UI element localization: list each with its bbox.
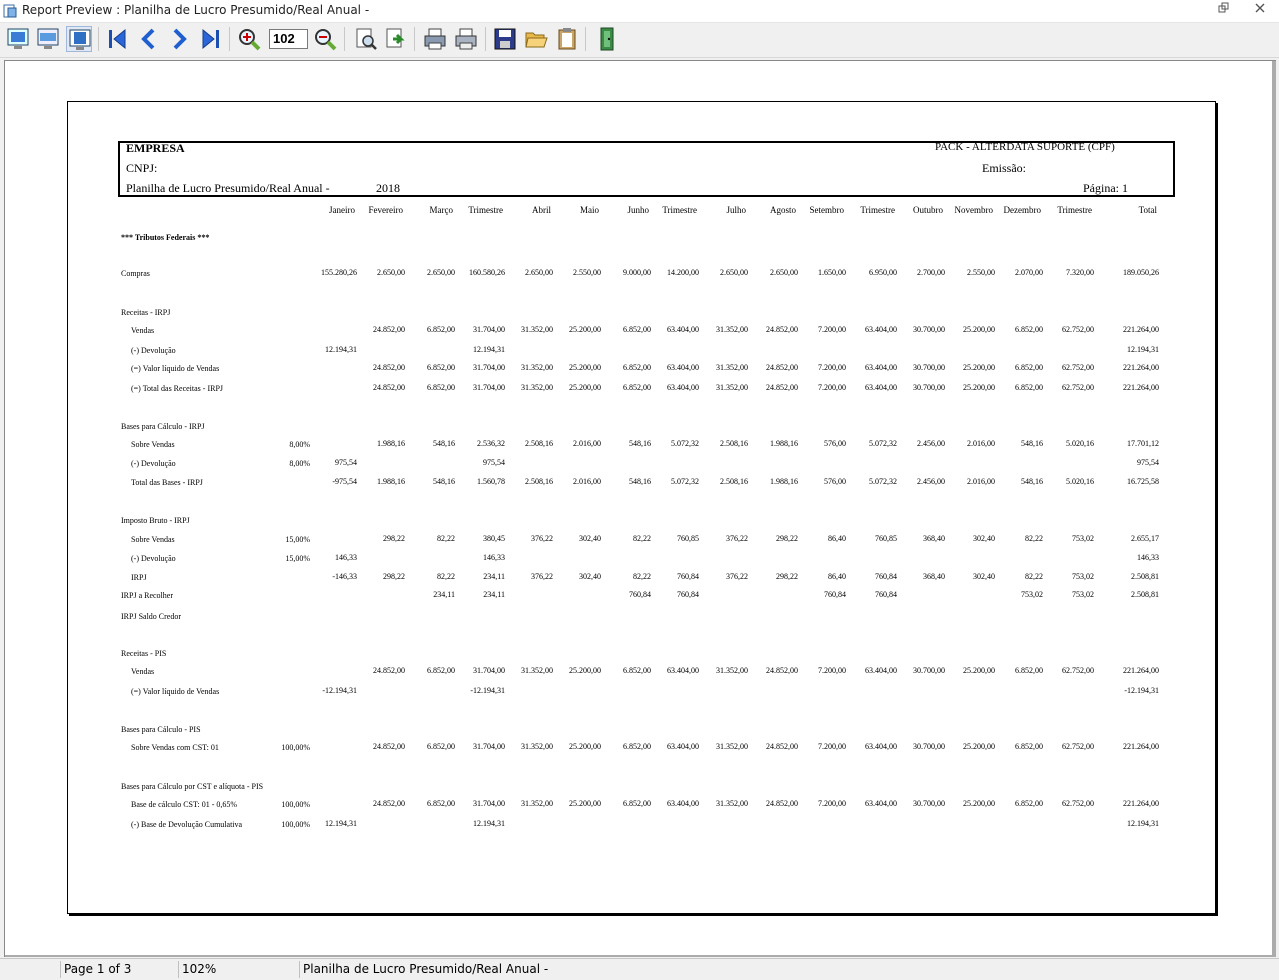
row-label: Total das Bases - IRPJ bbox=[131, 478, 203, 487]
table-cell: 25.200,00 bbox=[963, 799, 995, 808]
table-cell: 12.194,31 bbox=[325, 819, 357, 828]
column-header: Agosto bbox=[769, 205, 796, 215]
table-cell: 189.050,26 bbox=[1123, 268, 1159, 277]
table-cell: 25.200,00 bbox=[963, 383, 995, 392]
table-cell: 221.264,00 bbox=[1123, 666, 1159, 675]
table-cell: 82,22 bbox=[437, 534, 455, 543]
table-cell: 760,84 bbox=[875, 572, 897, 581]
row-rate: 100,00% bbox=[281, 800, 310, 809]
table-cell: 146,33 bbox=[483, 553, 505, 562]
app-icon bbox=[2, 3, 18, 19]
table-cell: 146,33 bbox=[1137, 553, 1159, 562]
table-cell: 24.852,00 bbox=[373, 383, 405, 392]
column-header: Outubro bbox=[913, 205, 943, 215]
table-cell: 2.508,16 bbox=[525, 477, 553, 486]
table-cell: 1.650,00 bbox=[818, 268, 846, 277]
table-cell: 63.404,00 bbox=[667, 799, 699, 808]
open-folder-icon[interactable] bbox=[523, 26, 549, 52]
clipboard-icon[interactable] bbox=[554, 26, 580, 52]
column-header: Dezembro bbox=[1003, 205, 1041, 215]
table-cell: 298,22 bbox=[776, 534, 798, 543]
table-cell: 24.852,00 bbox=[373, 742, 405, 751]
table-cell: 63.404,00 bbox=[667, 363, 699, 372]
table-cell: 760,84 bbox=[677, 590, 699, 599]
table-cell: 548,16 bbox=[1021, 439, 1043, 448]
table-cell: 2.655,17 bbox=[1131, 534, 1159, 543]
row-label: IRPJ a Recolher bbox=[121, 591, 173, 600]
previous-page-icon[interactable] bbox=[136, 26, 162, 52]
row-label: Vendas bbox=[131, 326, 155, 335]
table-cell: -146,33 bbox=[332, 572, 357, 581]
table-cell: 62.752,00 bbox=[1062, 363, 1094, 372]
table-cell: 31.704,00 bbox=[473, 325, 505, 334]
table-cell: 62.752,00 bbox=[1062, 325, 1094, 334]
table-cell: 2.650,00 bbox=[720, 268, 748, 277]
table-cell: 298,22 bbox=[776, 572, 798, 581]
table-cell: 6.852,00 bbox=[1015, 325, 1043, 334]
column-header: Total bbox=[1138, 205, 1157, 215]
table-cell: 63.404,00 bbox=[865, 742, 897, 751]
table-cell: 221.264,00 bbox=[1123, 742, 1159, 751]
table-cell: 24.852,00 bbox=[373, 666, 405, 675]
table-cell: 9.000,00 bbox=[623, 268, 651, 277]
table-cell: 31.352,00 bbox=[521, 799, 553, 808]
window-title: Report Preview : Planilha de Lucro Presumido/Real Anual - bbox=[22, 3, 370, 17]
table-cell: 302,40 bbox=[973, 572, 995, 581]
table-cell: 24.852,00 bbox=[766, 383, 798, 392]
table-cell: 6.852,00 bbox=[623, 799, 651, 808]
table-cell: 548,16 bbox=[1021, 477, 1043, 486]
table-cell: 63.404,00 bbox=[667, 325, 699, 334]
table-cell: 221.264,00 bbox=[1123, 325, 1159, 334]
table-cell: 63.404,00 bbox=[667, 666, 699, 675]
table-cell: 298,22 bbox=[383, 534, 405, 543]
table-cell: 2.700,00 bbox=[917, 268, 945, 277]
table-cell: 548,16 bbox=[433, 439, 455, 448]
table-cell: 1.988,16 bbox=[377, 477, 405, 486]
table-cell: 576,00 bbox=[824, 477, 846, 486]
table-cell: 31.352,00 bbox=[521, 666, 553, 675]
table-cell: 6.852,00 bbox=[1015, 799, 1043, 808]
table-cell: 86,40 bbox=[828, 534, 846, 543]
table-cell: 368,40 bbox=[923, 572, 945, 581]
row-label: Sobre Vendas com CST: 01 bbox=[131, 743, 219, 752]
table-cell: 25.200,00 bbox=[963, 363, 995, 372]
table-cell: 31.704,00 bbox=[473, 363, 505, 372]
table-cell: 2.650,00 bbox=[525, 268, 553, 277]
column-header: Setembro bbox=[809, 205, 844, 215]
report-page bbox=[67, 101, 1216, 914]
table-cell: 24.852,00 bbox=[766, 799, 798, 808]
table-cell: 82,22 bbox=[1025, 534, 1043, 543]
column-header: Março bbox=[429, 205, 453, 215]
table-cell: 302,40 bbox=[579, 572, 601, 581]
row-label: Receitas - PIS bbox=[121, 649, 167, 658]
table-cell: 7.200,00 bbox=[818, 799, 846, 808]
exit-icon[interactable] bbox=[594, 26, 620, 52]
table-cell: 62.752,00 bbox=[1062, 383, 1094, 392]
table-cell: 30.700,00 bbox=[913, 363, 945, 372]
table-cell: 368,40 bbox=[923, 534, 945, 543]
table-cell: 760,84 bbox=[824, 590, 846, 599]
row-label: IRPJ Saldo Credor bbox=[121, 612, 181, 621]
print-setup-icon[interactable] bbox=[453, 26, 479, 52]
table-cell: 17.701,12 bbox=[1127, 439, 1159, 448]
table-cell: 30.700,00 bbox=[913, 383, 945, 392]
print-icon[interactable] bbox=[422, 26, 448, 52]
table-cell: 2.550,00 bbox=[967, 268, 995, 277]
table-cell: 5.020,16 bbox=[1066, 439, 1094, 448]
report-year: 2018 bbox=[376, 181, 400, 195]
table-cell: 2.508,81 bbox=[1131, 572, 1159, 581]
table-cell: 62.752,00 bbox=[1062, 742, 1094, 751]
table-cell: 576,00 bbox=[824, 439, 846, 448]
table-cell: 2.456,00 bbox=[917, 439, 945, 448]
table-cell: 2.016,00 bbox=[573, 477, 601, 486]
table-cell: 82,22 bbox=[437, 572, 455, 581]
table-cell: 2.016,00 bbox=[967, 439, 995, 448]
table-cell: 376,22 bbox=[726, 534, 748, 543]
zoom-in-icon[interactable] bbox=[236, 26, 262, 52]
table-cell: 63.404,00 bbox=[865, 383, 897, 392]
column-header: Novembro bbox=[954, 205, 993, 215]
table-cell: 31.352,00 bbox=[716, 742, 748, 751]
table-cell: 155.280,26 bbox=[321, 268, 357, 277]
table-cell: 25.200,00 bbox=[569, 666, 601, 675]
zoom-out-icon[interactable] bbox=[312, 26, 338, 52]
first-page-icon[interactable] bbox=[105, 26, 131, 52]
table-cell: 760,84 bbox=[677, 572, 699, 581]
table-cell: 31.352,00 bbox=[521, 742, 553, 751]
row-label: (=) Valor líquido de Vendas bbox=[131, 687, 220, 696]
table-cell: 30.700,00 bbox=[913, 325, 945, 334]
row-label: (=) Valor líquido de Vendas bbox=[131, 364, 220, 373]
row-label: *** Tributos Federais *** bbox=[121, 233, 210, 242]
table-cell: 30.700,00 bbox=[913, 666, 945, 675]
table-cell: 753,02 bbox=[1072, 572, 1094, 581]
table-cell: 24.852,00 bbox=[766, 742, 798, 751]
table-cell: 376,22 bbox=[531, 572, 553, 581]
table-cell: 298,22 bbox=[383, 572, 405, 581]
table-cell: 760,85 bbox=[875, 534, 897, 543]
table-cell: 1.560,78 bbox=[477, 477, 505, 486]
find-next-icon[interactable] bbox=[383, 26, 409, 52]
table-cell: 376,22 bbox=[531, 534, 553, 543]
table-cell: 86,40 bbox=[828, 572, 846, 581]
report-title: Planilha de Lucro Presumido/Real Anual - bbox=[126, 181, 330, 195]
table-cell: 7.200,00 bbox=[818, 363, 846, 372]
table-cell: 2.650,00 bbox=[427, 268, 455, 277]
page-indicator: Page 1 of 3 bbox=[60, 961, 177, 978]
table-cell: -12.194,31 bbox=[470, 686, 505, 695]
row-rate: 100,00% bbox=[281, 820, 310, 829]
table-cell: 6.852,00 bbox=[1015, 742, 1043, 751]
table-cell: 2.508,16 bbox=[525, 439, 553, 448]
table-cell: 975,54 bbox=[335, 458, 357, 467]
row-rate: 15,00% bbox=[285, 554, 310, 563]
table-cell: 234,11 bbox=[483, 590, 505, 599]
table-cell: 12.194,31 bbox=[1127, 819, 1159, 828]
row-label: Bases para Cálculo - IRPJ bbox=[121, 422, 205, 431]
table-cell: 760,85 bbox=[677, 534, 699, 543]
table-cell: 753,02 bbox=[1021, 590, 1043, 599]
table-cell: 221.264,00 bbox=[1123, 383, 1159, 392]
table-cell: 548,16 bbox=[433, 477, 455, 486]
zoom-input[interactable]: 102 bbox=[269, 29, 308, 49]
row-label: Sobre Vendas bbox=[131, 440, 175, 449]
table-cell: 760,84 bbox=[875, 590, 897, 599]
table-cell: 31.352,00 bbox=[521, 363, 553, 372]
column-header: Trimestre bbox=[468, 205, 503, 215]
table-cell: 2.650,00 bbox=[770, 268, 798, 277]
toolbar bbox=[0, 23, 1279, 58]
table-cell: 6.950,00 bbox=[869, 268, 897, 277]
table-cell: 25.200,00 bbox=[569, 742, 601, 751]
table-cell: 24.852,00 bbox=[766, 325, 798, 334]
table-cell: 234,11 bbox=[483, 572, 505, 581]
row-label: (-) Devolução bbox=[131, 346, 176, 355]
row-label: (-) Devolução bbox=[131, 459, 176, 468]
row-label: Imposto Bruto - IRPJ bbox=[121, 516, 190, 525]
table-cell: -975,54 bbox=[332, 477, 357, 486]
row-rate: 100,00% bbox=[281, 743, 310, 752]
company-name: EMPRESA bbox=[126, 141, 185, 155]
table-cell: 2.508,16 bbox=[720, 439, 748, 448]
table-cell: 63.404,00 bbox=[667, 383, 699, 392]
column-header: Janeiro bbox=[329, 205, 355, 215]
table-cell: 6.852,00 bbox=[623, 383, 651, 392]
table-cell: 31.704,00 bbox=[473, 742, 505, 751]
table-cell: 146,33 bbox=[335, 553, 357, 562]
table-cell: 31.352,00 bbox=[521, 325, 553, 334]
table-cell: 302,40 bbox=[973, 534, 995, 543]
table-cell: 6.852,00 bbox=[427, 325, 455, 334]
row-rate: 8,00% bbox=[289, 459, 310, 468]
table-cell: 30.700,00 bbox=[913, 742, 945, 751]
next-page-icon[interactable] bbox=[166, 26, 192, 52]
zoom-indicator: 102% bbox=[178, 961, 299, 978]
table-cell: 5.072,32 bbox=[671, 439, 699, 448]
table-cell: 63.404,00 bbox=[865, 799, 897, 808]
table-cell: 234,11 bbox=[433, 590, 455, 599]
table-cell: 12.194,31 bbox=[473, 345, 505, 354]
table-cell: 63.404,00 bbox=[667, 742, 699, 751]
column-header: Fevereiro bbox=[368, 205, 403, 215]
row-label: Bases para Cálculo por CST e alíquota - PIS bbox=[121, 782, 264, 791]
table-cell: 24.852,00 bbox=[373, 799, 405, 808]
table-cell: 30.700,00 bbox=[913, 799, 945, 808]
table-cell: 82,22 bbox=[1025, 572, 1043, 581]
table-cell: 753,02 bbox=[1072, 590, 1094, 599]
table-cell: 31.352,00 bbox=[716, 383, 748, 392]
table-cell: 302,40 bbox=[579, 534, 601, 543]
table-cell: 6.852,00 bbox=[427, 363, 455, 372]
row-label: (=) Total das Receitas - IRPJ bbox=[131, 384, 224, 393]
column-header: Trimestre bbox=[1057, 205, 1092, 215]
table-cell: 1.988,16 bbox=[377, 439, 405, 448]
view-100-percent-button[interactable] bbox=[66, 26, 92, 52]
table-cell: 6.852,00 bbox=[427, 383, 455, 392]
view-page-width-button[interactable] bbox=[35, 26, 61, 52]
row-label: (-) Base de Devolução Cumulativa bbox=[131, 820, 243, 829]
table-cell: 24.852,00 bbox=[373, 363, 405, 372]
cnpj-label: CNPJ: bbox=[126, 161, 158, 175]
table-cell: 2.016,00 bbox=[967, 477, 995, 486]
table-cell: 2.508,16 bbox=[720, 477, 748, 486]
column-header: Junho bbox=[627, 205, 649, 215]
table-cell: 975,54 bbox=[1137, 458, 1159, 467]
table-cell: 31.704,00 bbox=[473, 799, 505, 808]
column-header: Julho bbox=[726, 205, 746, 215]
table-cell: -12.194,31 bbox=[1124, 686, 1159, 695]
table-cell: 31.704,00 bbox=[473, 383, 505, 392]
restore-icon[interactable] bbox=[1214, 2, 1234, 20]
table-cell: 5.072,32 bbox=[869, 439, 897, 448]
title-bar bbox=[0, 0, 1279, 23]
table-cell: 6.852,00 bbox=[623, 325, 651, 334]
table-cell: 548,16 bbox=[629, 477, 651, 486]
table-cell: 2.550,00 bbox=[573, 268, 601, 277]
table-cell: 62.752,00 bbox=[1062, 666, 1094, 675]
table-cell: 221.264,00 bbox=[1123, 799, 1159, 808]
table-cell: 62.752,00 bbox=[1062, 799, 1094, 808]
row-rate: 8,00% bbox=[289, 440, 310, 449]
table-cell: 82,22 bbox=[633, 572, 651, 581]
table-cell: 12.194,31 bbox=[473, 819, 505, 828]
table-cell: 16.725,58 bbox=[1127, 477, 1159, 486]
table-cell: 2.016,00 bbox=[573, 439, 601, 448]
table-cell: 25.200,00 bbox=[569, 799, 601, 808]
table-cell: 63.404,00 bbox=[865, 363, 897, 372]
table-cell: 31.704,00 bbox=[473, 666, 505, 675]
close-icon[interactable] bbox=[1250, 2, 1270, 20]
table-cell: 31.352,00 bbox=[716, 325, 748, 334]
table-cell: 25.200,00 bbox=[569, 363, 601, 372]
table-cell: 7.200,00 bbox=[818, 325, 846, 334]
table-cell: 82,22 bbox=[633, 534, 651, 543]
table-cell: 1.988,16 bbox=[770, 439, 798, 448]
table-cell: 160.580,26 bbox=[469, 268, 505, 277]
table-cell: 24.852,00 bbox=[373, 325, 405, 334]
table-cell: 31.352,00 bbox=[716, 363, 748, 372]
emissao-label: Emissão: bbox=[982, 161, 1026, 175]
table-cell: -12.194,31 bbox=[322, 686, 357, 695]
table-cell: 31.352,00 bbox=[521, 383, 553, 392]
table-cell: 975,54 bbox=[483, 458, 505, 467]
table-cell: 2.508,81 bbox=[1131, 590, 1159, 599]
table-cell: 25.200,00 bbox=[963, 742, 995, 751]
table-cell: 31.352,00 bbox=[716, 666, 748, 675]
table-cell: 760,84 bbox=[629, 590, 651, 599]
table-cell: 753,02 bbox=[1072, 534, 1094, 543]
table-cell: 6.852,00 bbox=[427, 799, 455, 808]
table-cell: 5.072,32 bbox=[671, 477, 699, 486]
table-cell: 6.852,00 bbox=[623, 363, 651, 372]
table-cell: 6.852,00 bbox=[1015, 383, 1043, 392]
row-label: Bases para Cálculo - PIS bbox=[121, 725, 201, 734]
table-cell: 6.852,00 bbox=[427, 742, 455, 751]
last-page-icon[interactable] bbox=[197, 26, 223, 52]
table-cell: 25.200,00 bbox=[569, 383, 601, 392]
row-label: Sobre Vendas bbox=[131, 535, 175, 544]
table-cell: 31.352,00 bbox=[716, 799, 748, 808]
table-cell: 63.404,00 bbox=[865, 666, 897, 675]
table-cell: 7.200,00 bbox=[818, 383, 846, 392]
table-cell: 2.650,00 bbox=[377, 268, 405, 277]
table-cell: 6.852,00 bbox=[1015, 363, 1043, 372]
table-cell: 376,22 bbox=[726, 572, 748, 581]
table-cell: 548,16 bbox=[629, 439, 651, 448]
column-header: Maio bbox=[580, 205, 599, 215]
table-cell: 5.020,16 bbox=[1066, 477, 1094, 486]
table-cell: 12.194,31 bbox=[325, 345, 357, 354]
row-label: Compras bbox=[121, 269, 150, 278]
row-label: Vendas bbox=[131, 667, 155, 676]
table-cell: 6.852,00 bbox=[623, 742, 651, 751]
column-header: Trimestre bbox=[662, 205, 697, 215]
table-cell: 63.404,00 bbox=[865, 325, 897, 334]
status-bar bbox=[0, 958, 1279, 980]
table-cell: 24.852,00 bbox=[766, 666, 798, 675]
table-cell: 6.852,00 bbox=[1015, 666, 1043, 675]
row-label: IRPJ bbox=[131, 573, 147, 582]
row-label: (-) Devolução bbox=[131, 554, 176, 563]
row-rate: 15,00% bbox=[285, 535, 310, 544]
table-cell: 2.456,00 bbox=[917, 477, 945, 486]
table-cell: 221.264,00 bbox=[1123, 363, 1159, 372]
table-cell: 6.852,00 bbox=[427, 666, 455, 675]
table-cell: 2.070,00 bbox=[1015, 268, 1043, 277]
row-label: Receitas - IRPJ bbox=[121, 308, 171, 317]
save-icon[interactable] bbox=[492, 26, 518, 52]
pack-label: PACK - ALTERDATA SUPORTE (CPF) bbox=[935, 141, 1115, 153]
table-cell: 14.200,00 bbox=[667, 268, 699, 277]
row-label: Base de cálculo CST: 01 - 0,65% bbox=[131, 800, 238, 809]
find-icon[interactable] bbox=[353, 26, 379, 52]
table-cell: 7.320,00 bbox=[1066, 268, 1094, 277]
page-number-label: Página: 1 bbox=[1083, 181, 1128, 195]
table-cell: 12.194,31 bbox=[1127, 345, 1159, 354]
table-cell: 6.852,00 bbox=[623, 666, 651, 675]
table-cell: 380,45 bbox=[483, 534, 505, 543]
column-header: Abril bbox=[532, 205, 551, 215]
table-cell: 24.852,00 bbox=[766, 363, 798, 372]
table-cell: 5.072,32 bbox=[869, 477, 897, 486]
table-cell: 7.200,00 bbox=[818, 742, 846, 751]
report-name-indicator: Planilha de Lucro Presumido/Real Anual - bbox=[299, 961, 1003, 978]
table-cell: 25.200,00 bbox=[963, 666, 995, 675]
table-cell: 25.200,00 bbox=[963, 325, 995, 334]
table-cell: 25.200,00 bbox=[569, 325, 601, 334]
view-whole-page-button[interactable] bbox=[5, 26, 31, 52]
column-header: Trimestre bbox=[860, 205, 895, 215]
table-cell: 2.536,32 bbox=[477, 439, 505, 448]
table-cell: 7.200,00 bbox=[818, 666, 846, 675]
table-cell: 1.988,16 bbox=[770, 477, 798, 486]
